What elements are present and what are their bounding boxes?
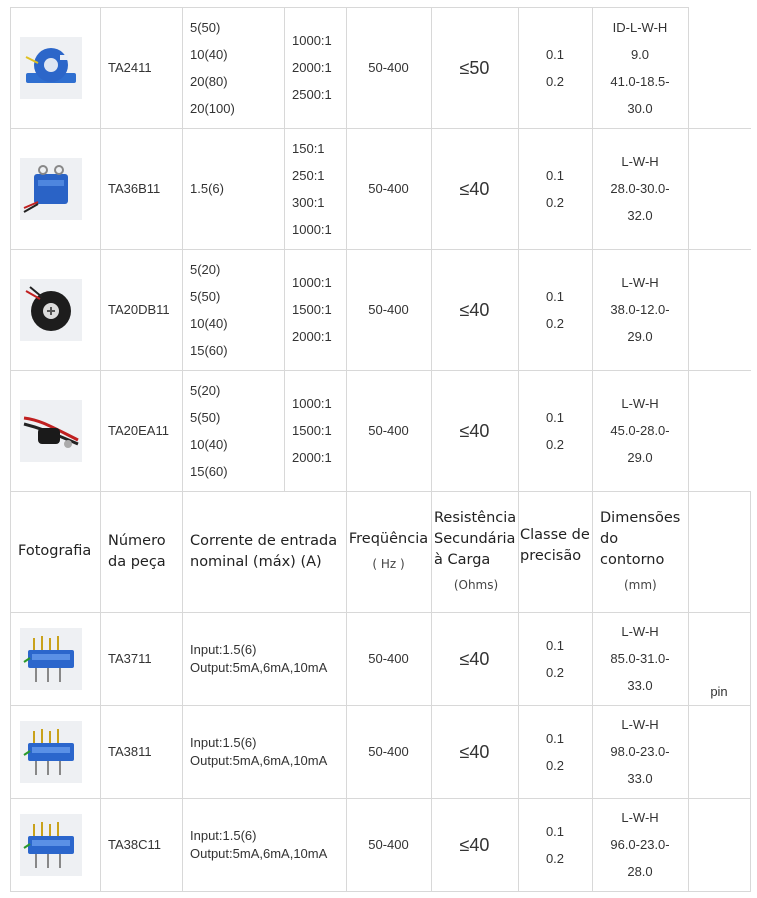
- dimensions-value: 30.0: [627, 100, 653, 116]
- current-cell: [182, 370, 284, 491]
- dimensions-value: 38.0-12.0-: [610, 302, 670, 317]
- ratio-value: 150:1: [292, 140, 325, 156]
- part-number: TA3711: [108, 651, 152, 666]
- part-number: TA36B11: [108, 181, 161, 196]
- accuracy-cell: [518, 249, 592, 370]
- accuracy-value: 0.1: [545, 409, 565, 425]
- header-unit: (mm): [624, 577, 657, 592]
- part-number: TA38C11: [108, 837, 161, 852]
- current-value: 1.5(6): [190, 181, 224, 196]
- ratio-value: 2500:1: [292, 87, 332, 102]
- part-number: TA2411: [108, 60, 152, 75]
- ratio-value: 1500:1: [292, 302, 332, 317]
- pcb-ct-icon: [20, 814, 82, 876]
- io-cell: [182, 705, 346, 798]
- header-dimensions: [592, 491, 688, 612]
- header-photo: [10, 491, 100, 612]
- ratio-value: 1000:1: [292, 275, 332, 290]
- part-number-cell: [100, 798, 182, 891]
- part-number-cell: [100, 705, 182, 798]
- frequency-value: 50-400: [368, 423, 409, 438]
- dimensions-value: L-W-H: [621, 624, 659, 639]
- table-rule: [10, 891, 751, 892]
- dimensions-cell: [592, 705, 688, 798]
- current-cell: [182, 7, 284, 128]
- dimensions-value: L-W-H: [621, 275, 659, 290]
- frequency-cell: [346, 7, 431, 128]
- box-ct-icon: [20, 158, 82, 220]
- current-value: 15(60): [190, 342, 228, 358]
- ratio-value: 2000:1: [292, 329, 332, 344]
- resistance-cell: [431, 128, 518, 249]
- part-number-cell: [100, 612, 182, 705]
- dimensions-value: 28.0: [627, 864, 653, 879]
- ratio-value: 1500:1: [292, 423, 332, 438]
- ratio-cell: [284, 7, 346, 128]
- current-value: 5(50): [190, 288, 221, 304]
- part-number: TA20DB11: [108, 302, 170, 317]
- pin-label: pin: [710, 683, 728, 699]
- accuracy-value: 0.1: [545, 46, 565, 62]
- ratio-value: 300:1: [292, 194, 325, 210]
- current-value: 10(40): [190, 315, 228, 331]
- frequency-cell: [346, 798, 431, 891]
- header-label: Resistência: [434, 509, 517, 526]
- header-label: Freqüência: [348, 530, 429, 547]
- io-cell: [182, 612, 346, 705]
- dimensions-value: L-W-H: [621, 154, 659, 169]
- frequency-cell: [346, 128, 431, 249]
- header-part-number: [100, 491, 182, 612]
- dimensions-cell: [592, 249, 688, 370]
- ratio-cell: [284, 370, 346, 491]
- dimensions-value: 85.0-31.0-: [610, 651, 670, 666]
- part-number-cell: [100, 249, 182, 370]
- dimensions-value: L-W-H: [621, 396, 659, 411]
- ratio-cell: [284, 128, 346, 249]
- table-rule: [10, 7, 11, 891]
- header-input-current: [182, 491, 346, 612]
- dimensions-value: 29.0: [627, 450, 653, 465]
- dimensions-value: 41.0-18.5-: [610, 73, 670, 89]
- accuracy-value: 0.2: [545, 436, 565, 452]
- header-label: Secundária: [434, 530, 516, 547]
- frequency-value: 50-400: [368, 181, 409, 196]
- resistance-cell: [431, 249, 518, 370]
- pin-cell: [688, 491, 750, 891]
- dimensions-value: L-W-H: [621, 717, 659, 732]
- io-value: Output:5mA,6mA,10mA: [190, 845, 328, 861]
- accuracy-value: 0.2: [545, 850, 565, 866]
- ratio-value: 1000:1: [292, 396, 332, 411]
- ratio-cell: [284, 249, 346, 370]
- resistance-value: ≤50: [459, 57, 490, 78]
- ratio-value: 2000:1: [292, 450, 332, 465]
- header-unit: ( Hz ): [372, 556, 405, 571]
- header-label: do: [600, 530, 619, 547]
- frequency-cell: [346, 705, 431, 798]
- accuracy-cell: [518, 705, 592, 798]
- accuracy-value: 0.2: [545, 664, 565, 680]
- current-value: 5(20): [190, 261, 221, 277]
- dimensions-cell: [592, 612, 688, 705]
- header-label: Corrente de entrada: [190, 532, 338, 549]
- accuracy-cell: [518, 370, 592, 491]
- current-value: 5(50): [190, 409, 221, 425]
- table-rule: [750, 491, 751, 891]
- accuracy-value: 0.2: [545, 757, 565, 773]
- dimensions-cell: [592, 370, 688, 491]
- dimensions-value: L-W-H: [621, 810, 659, 825]
- part-number: TA3811: [108, 744, 152, 759]
- header-label: nominal (máx) (A): [190, 553, 322, 570]
- accuracy-value: 0.2: [545, 194, 565, 210]
- header-label: Classe de: [520, 527, 590, 543]
- frequency-cell: [346, 612, 431, 705]
- ratio-value: 1000:1: [292, 221, 332, 237]
- resistance-cell: [431, 7, 518, 128]
- resistance-cell: [431, 798, 518, 891]
- dimensions-value: 98.0-23.0-: [610, 744, 670, 759]
- accuracy-value: 0.1: [545, 823, 565, 839]
- header-label: Número: [108, 532, 166, 549]
- accuracy-value: 0.1: [545, 637, 565, 653]
- header-label: Dimensões: [600, 509, 681, 526]
- current-value: 20(80): [190, 73, 228, 89]
- dimensions-cell: [592, 7, 688, 128]
- io-value: Input:1.5(6): [190, 734, 257, 750]
- dimensions-value: 33.0: [627, 678, 653, 693]
- current-cell: [182, 128, 284, 249]
- accuracy-cell: [518, 612, 592, 705]
- accuracy-value: 0.1: [545, 730, 565, 746]
- frequency-cell: [346, 370, 431, 491]
- accuracy-value: 0.1: [545, 167, 565, 183]
- resistance-value: ≤40: [459, 299, 490, 320]
- header-frequency: [346, 491, 431, 612]
- header-resistance: [431, 491, 518, 612]
- current-value: 15(60): [190, 463, 228, 479]
- current-value: 20(100): [190, 100, 235, 116]
- frequency-value: 50-400: [368, 60, 409, 75]
- resistance-cell: [431, 612, 518, 705]
- dimensions-cell: [592, 128, 688, 249]
- pcb-ct-icon: [20, 628, 82, 690]
- header-photo-label: Fotografia: [18, 543, 92, 559]
- frequency-value: 50-400: [368, 744, 409, 759]
- ratio-value: 2000:1: [292, 60, 332, 75]
- part-number-cell: [100, 370, 182, 491]
- io-value: Output:5mA,6mA,10mA: [190, 752, 328, 768]
- black-ring-ct-icon: [20, 279, 82, 341]
- dimensions-value: 28.0-30.0-: [610, 181, 670, 196]
- header-label: precisão: [520, 548, 582, 564]
- resistance-value: ≤40: [459, 648, 490, 669]
- header-unit: (Ohms): [453, 577, 499, 592]
- dimensions-value: 45.0-28.0-: [610, 423, 670, 438]
- dimensions-value: ID-L-W-H: [612, 19, 668, 35]
- current-value: 5(50): [190, 19, 221, 35]
- ring-ct-icon: [20, 37, 82, 99]
- io-value: Output:5mA,6mA,10mA: [190, 659, 328, 675]
- resistance-cell: [431, 370, 518, 491]
- part-number: TA20EA11: [108, 423, 169, 438]
- part-number-cell: [100, 7, 182, 128]
- ratio-value: 1000:1: [292, 33, 332, 48]
- resistance-value: ≤40: [459, 741, 490, 762]
- frequency-value: 50-400: [368, 302, 409, 317]
- ratio-value: 250:1: [292, 167, 325, 183]
- part-number-cell: [100, 128, 182, 249]
- frequency-value: 50-400: [368, 837, 409, 852]
- frequency-cell: [346, 249, 431, 370]
- dimensions-cell: [592, 798, 688, 891]
- resistance-value: ≤40: [459, 834, 490, 855]
- accuracy-value: 0.1: [545, 288, 565, 304]
- io-value: Input:1.5(6): [190, 827, 257, 843]
- accuracy-value: 0.2: [545, 315, 565, 331]
- current-cell: [182, 249, 284, 370]
- wired-ct-icon: [20, 400, 82, 462]
- io-cell: [182, 798, 346, 891]
- header-label: contorno: [600, 551, 665, 568]
- header-accuracy: [518, 491, 592, 612]
- accuracy-cell: [518, 798, 592, 891]
- dimensions-value: 33.0: [627, 771, 653, 786]
- header-label: à Carga: [434, 551, 491, 568]
- resistance-value: ≤40: [459, 178, 490, 199]
- current-value: 10(40): [190, 436, 228, 452]
- accuracy-cell: [518, 128, 592, 249]
- header-label: da peça: [108, 553, 166, 570]
- accuracy-cell: [518, 7, 592, 128]
- current-value: 10(40): [190, 46, 228, 62]
- dimensions-value: 96.0-23.0-: [610, 837, 670, 852]
- resistance-cell: [431, 705, 518, 798]
- accuracy-value: 0.2: [545, 73, 565, 89]
- dimensions-value: 32.0: [627, 208, 653, 223]
- resistance-value: ≤40: [459, 420, 490, 441]
- current-value: 5(20): [190, 382, 221, 398]
- pcb-ct-icon: [20, 721, 82, 783]
- io-value: Input:1.5(6): [190, 641, 257, 657]
- dimensions-value: 9.0: [630, 46, 650, 62]
- dimensions-value: 29.0: [627, 329, 653, 344]
- frequency-value: 50-400: [368, 651, 409, 666]
